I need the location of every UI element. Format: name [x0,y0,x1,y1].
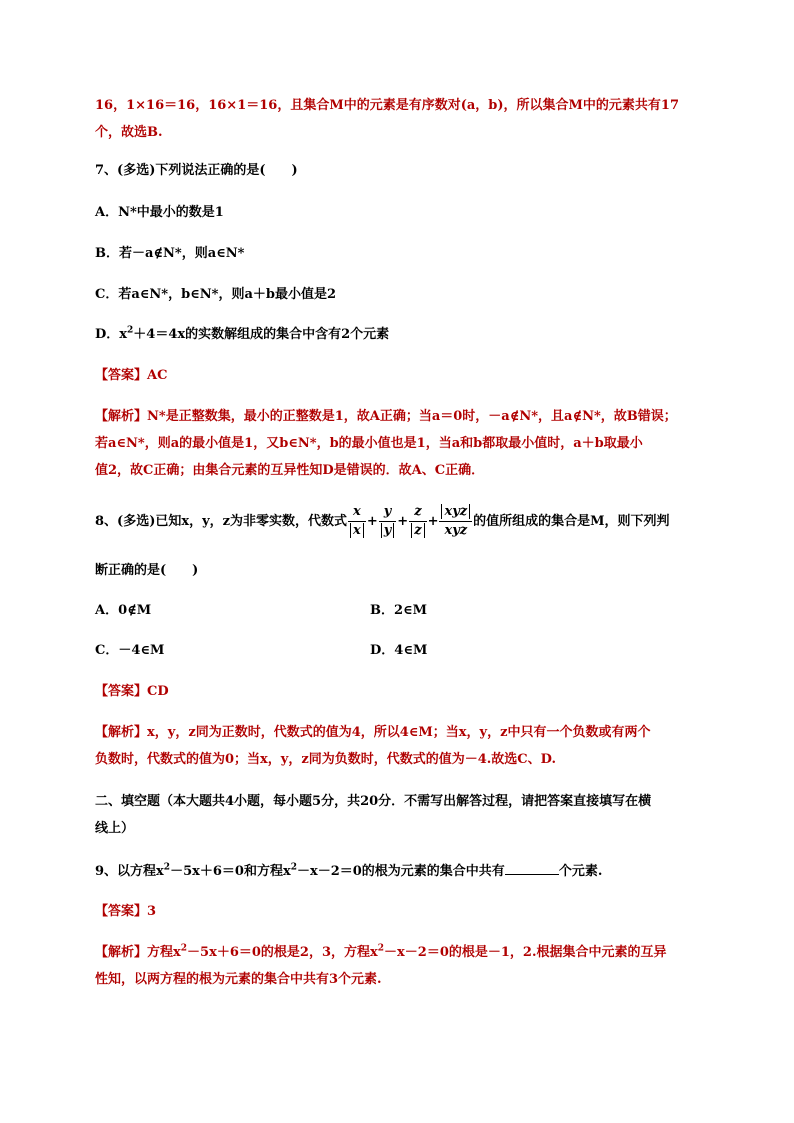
q8-fraction-y: $\frac{y}{y}$ [379,503,397,540]
q8-option-d: D．4∈M [370,643,428,658]
q8-fraction-x: $\frac{x}{x}$ [348,503,366,540]
q8-answer [95,683,169,701]
q8-stem-line-2: 断正确的是( ) [95,563,199,578]
q7-answer-label: 【答案】 [95,368,148,383]
q7-option-d-sup: 2 [127,325,134,336]
q8-stem-pre: 8、(多选)已知x，y，z为非零实数，代数式 [95,514,348,529]
q9-answer [95,903,156,921]
q8-answer-label: 【答案】 [95,684,148,699]
q7-option-d-post: ＋4＝4x的实数解组成的集合中含有2个元素 [133,327,390,342]
q7-analysis-line-2: 若a∈N*，则a的最小值是1，又b∈N*，b的最小值也是1，当a和b都取最小值时，a＋b取最小 [95,436,643,451]
q7-option-b: B．若－a∉N*，则a∈N* [95,246,245,261]
q7-option-d-pre: D．x [95,327,128,342]
q7-stem: 7、(多选)下列说法正确的是( ) [95,163,298,178]
q9-analysis-label: 【解析】 [95,945,148,960]
q7-option-a: A．N*中最小的数是1 [95,205,224,220]
section2-heading-line-2: 线上） [95,821,135,836]
q7-analysis-text-1: N*是正整数集，最小的正整数是1，故A正确；当a＝0时，－a∉N*，且a∉N*，故B错误； [147,409,677,424]
q8-option-b: B．2∈M [370,603,428,618]
q9-answer-blank [505,862,559,875]
q8-analysis-line-1 [95,724,651,742]
q8-stem-post: 的值所组成的集合是M，则下列判 [473,514,670,529]
q7-option-c: C．若a∈N*，b∈N*，则a＋b最小值是2 [95,287,337,302]
q9-analysis-line-2: 性知，以两方程的根为元素的集合中共有3个元素. [95,972,382,987]
q7-analysis-label: 【解析】 [95,409,148,424]
q9-analysis-line-1: 【解析】方程$x^2-5x+6=0$的根是2，3，方程$x^2-x-2=0$的根是－1，2.根据集合中元素的互异 [95,943,667,960]
q7-answer [95,367,167,385]
prev-analysis-line-1: 16，1×16＝16，16×1＝16，且集合M中的元素是有序数对(a，b)，所以集合M中的元素共有17 [95,98,680,113]
q8-analysis-text-1: x，y，z同为正数时，代数式的值为4，所以4∈M；当x，y，z中只有一个负数或有两个 [147,725,651,740]
q8-option-c: C．－4∈M [95,643,165,658]
q8-fraction-xyz: $\frac{\text{xyz}}{\text{xyz}}$ [439,503,472,540]
q7-option-d [95,326,389,344]
q7-analysis-line-1 [95,408,677,426]
q8-answer-value: CD [147,684,169,699]
q8-option-a: A．0∉M [95,603,152,618]
q7-answer-value: AC [147,368,168,383]
q8-analysis-label: 【解析】 [95,725,148,740]
q7-analysis-line-3: 值2，故C正确；由集合元素的互异性知D是错误的．故A、C正确． [95,463,485,478]
prev-analysis-line-2: 个，故选B. [95,125,163,140]
q8-options-row-1 [95,602,151,620]
q8-analysis-line-2: 负数时，代数式的值为0；当x，y，z同为负数时，代数式的值为－4.故选C、D. [95,752,556,767]
q8-stem-line-1: 8、(多选)已知x，y，z为非零实数，代数式 $\frac{x}{x}$ + $\frac{y}{y}$ + $\frac{z}{z}$ + $\frac{\text{xyz}}{\text{xyz}}$ 的值所组成的集合是M，则下列判 [95,504,670,538]
q8-fraction-z: $\frac{z}{z}$ [409,503,426,540]
q9-answer-value: 3 [147,904,157,919]
q9-answer-label: 【答案】 [95,904,148,919]
q9-stem: 9、以方程$x^2-5x+6=0$和方程$x^2-x-2=0$的根为元素的集合中共有 个元素. [95,862,603,879]
section2-heading-line-1: 二、填空题（本大题共4小题，每小题5分，共20分．不需写出解答过程，请把答案直接填写在横 [95,794,652,809]
